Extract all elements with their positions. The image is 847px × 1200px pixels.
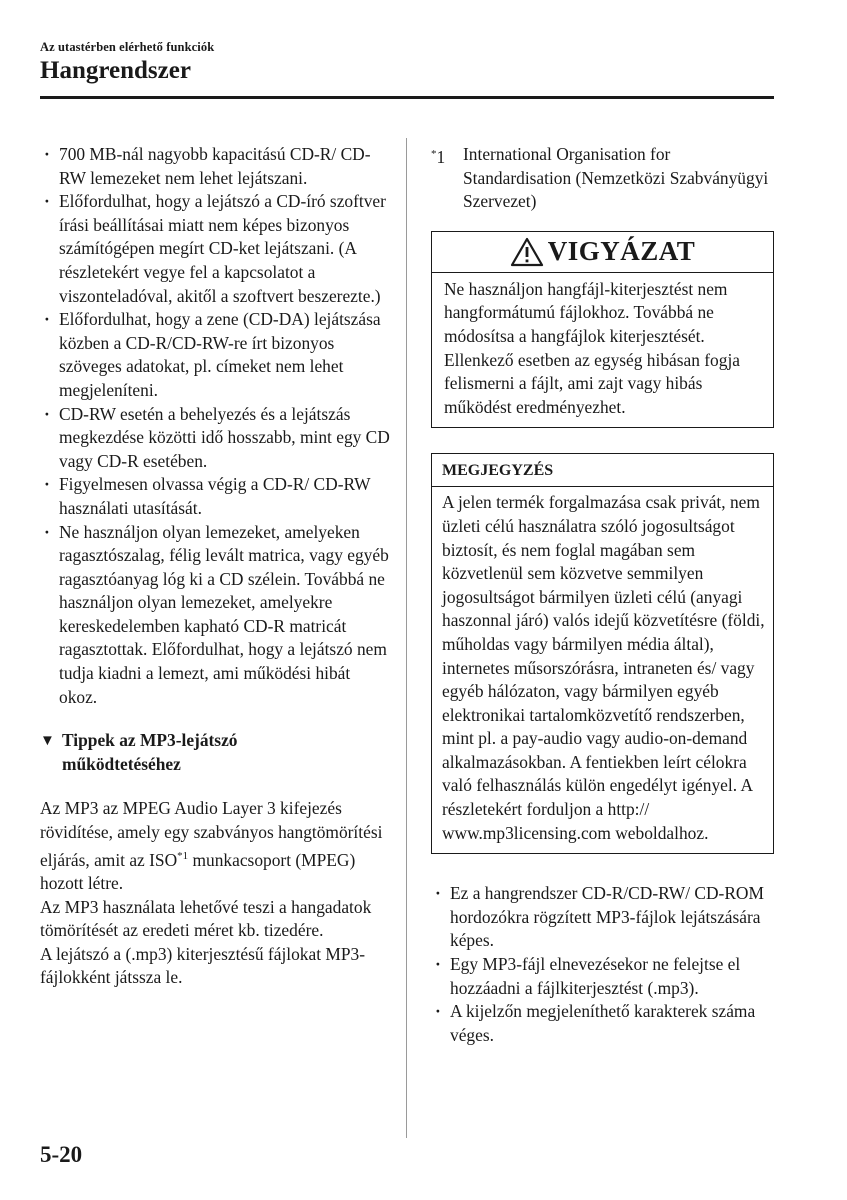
caution-box	[431, 231, 774, 429]
left-column	[40, 143, 390, 990]
mp3-tips-heading	[40, 729, 390, 776]
bullet-icon: ·	[44, 309, 50, 330]
list-item-text: Előfordulhat, hogy a lejátszó a CD-író szoftver írási beállításai miatt nem képes bizonyos számítógépen megírt CD-ket lejátszani. (A részletekért vegye fel a kapcsolatot a viszonteladóval, akitől a szoftvert beszerezte.)	[59, 191, 386, 306]
list-item	[40, 521, 390, 710]
title-rule	[40, 96, 774, 99]
list-item-text: A kijelzőn megjeleníthető karakterek száma véges.	[450, 1001, 756, 1045]
caution-title: VIGYÁZAT	[547, 235, 696, 266]
mp3-description	[40, 797, 390, 990]
list-item	[40, 143, 390, 190]
bullet-icon: ·	[435, 883, 441, 904]
note-box	[431, 453, 774, 854]
list-item-text: Ne használjon olyan lemezeket, amelyeken ragasztószalag, félig levált matrica, vagy egyéb ragasztóanyag lóg ki a CD szélein. Továbbá ne használjon olyan lemezeket, amelyekre kereskedelemben kapható CD-R matricát ragasztottak. Előfordulhat, hogy a lejátszó nem tudja kiadni a lemezt, ami működési hibát okoz.	[59, 521, 389, 707]
list-item	[431, 953, 776, 1000]
column-divider	[406, 138, 407, 1138]
list-item-text: 700 MB-nál nagyobb kapacitású CD-R/ CD-RW lemezeket nem lehet lejátszani.	[59, 144, 371, 188]
list-item-text: Figyelmesen olvassa végig a CD-R/ CD-RW használati utasítását.	[59, 474, 371, 518]
mp3-text-part1: Az MP3 az MPEG Audio Layer 3 kifejezés rövidítése, amely egy szabványos hangtömörítési eljárás, amit az ISO	[40, 798, 383, 870]
list-item	[40, 473, 390, 520]
warning-triangle-icon	[510, 237, 544, 267]
page-title: Hangrendszer	[40, 57, 191, 84]
right-column	[431, 143, 776, 1047]
list-item-text: Egy MP3-fájl elnevezésekor ne felejtse el hozzáadni a fájlkiterjesztést (.mp3).	[450, 954, 741, 998]
footnote-asterisk: *	[431, 148, 437, 160]
list-item	[431, 1000, 776, 1047]
footnote	[431, 143, 776, 214]
list-item	[40, 308, 390, 402]
list-item-text: Előfordulhat, hogy a zene (CD-DA) lejátszása közben a CD-R/CD-RW-re írt bizonyos szöveges adatokat, pl. címeket nem lehet megjeleníteni.	[59, 309, 381, 400]
mp3-paragraph-2: Az MP3 használata lehetővé teszi a hangadatok tömörítését az eredeti méret kb. tizedére.	[40, 896, 372, 941]
list-item	[431, 882, 776, 953]
list-item	[40, 190, 390, 308]
list-item-text: CD-RW esetén a behelyezés és a lejátszás megkezdése közötti idő hosszabb, mint egy CD vagy CD-R esetében.	[59, 403, 390, 471]
footnote-marker	[431, 143, 463, 214]
bullet-icon: ·	[44, 474, 50, 495]
list-item-text: Ez a hangrendszer CD-R/CD-RW/ CD-ROM hordozókra rögzített MP3-fájlok lejátszására képes.	[450, 883, 764, 951]
mp3-paragraph-1	[40, 797, 390, 895]
bullet-icon: ·	[435, 954, 441, 975]
footnote-number: 1	[436, 147, 446, 167]
caution-header	[432, 232, 773, 273]
section-label: Az utastérben elérhető funkciók	[40, 40, 215, 54]
footnote-reference: *1	[177, 849, 189, 862]
bullet-icon: ·	[44, 191, 50, 212]
page-number: 5-20	[40, 1142, 83, 1167]
note-text: A jelen termék forgalmazása csak privát, nem üzleti célú használatra szóló jogosultságot biztosít, és nem foglal magában sem közvetlenül sem közvetve semmilyen jogosultságot bármilyen üzleti célú (anyagi haszonnal járó) valós idejű közvetítésre (földi, műholdas vagy bármilyen média által), internetes műsorszórásra, intraneten és/ vagy egyéb hálózaton, vagy bármilyen egyéb elektronikai tartalomközvetítő rendszerben, mint pl. a pay-audio vagy audio-on-demand alkalmazásokban. A fentiekben leírt célokra való felhasználás külön engedélyt igényel. A részletekért forduljon a http:// www.mp3licensing.com weboldalhoz.	[442, 492, 765, 843]
right-bullet-list	[431, 882, 776, 1047]
note-header: MEGJEGYZÉS	[432, 454, 773, 487]
list-item	[40, 403, 390, 474]
bullet-icon: ·	[435, 1001, 441, 1022]
bullet-icon: ·	[44, 144, 50, 164]
footnote-text: International Organisation for Standardisation (Nemzetközi Szabványügyi Szervezet)	[463, 144, 769, 212]
left-bullet-list	[40, 143, 390, 709]
bullet-icon: ·	[44, 403, 50, 424]
mp3-text-part2: munkacsoport (MPEG) hozott létre.	[40, 849, 356, 894]
caution-text: Ne használjon hangfájl-kiterjesztést nem hangformátumú fájlokhoz. Továbbá ne módosítsa a hangfájlok kiterjesztését. Ellenkező esetben az egység hibásan fogja felismerni a fájlt, ami zajt vagy hibás működést eredményezhet.	[444, 278, 740, 417]
mp3-tips-heading-text: Tippek az MP3-lejátszó működtetéséhez	[62, 730, 238, 774]
bullet-icon: ·	[44, 521, 50, 542]
mp3-paragraph-3: A lejátszó a (.mp3) kiterjesztésű fájlokat MP3-fájlokként játssza le.	[40, 943, 366, 988]
triangle-down-icon: ▼	[40, 733, 55, 750]
